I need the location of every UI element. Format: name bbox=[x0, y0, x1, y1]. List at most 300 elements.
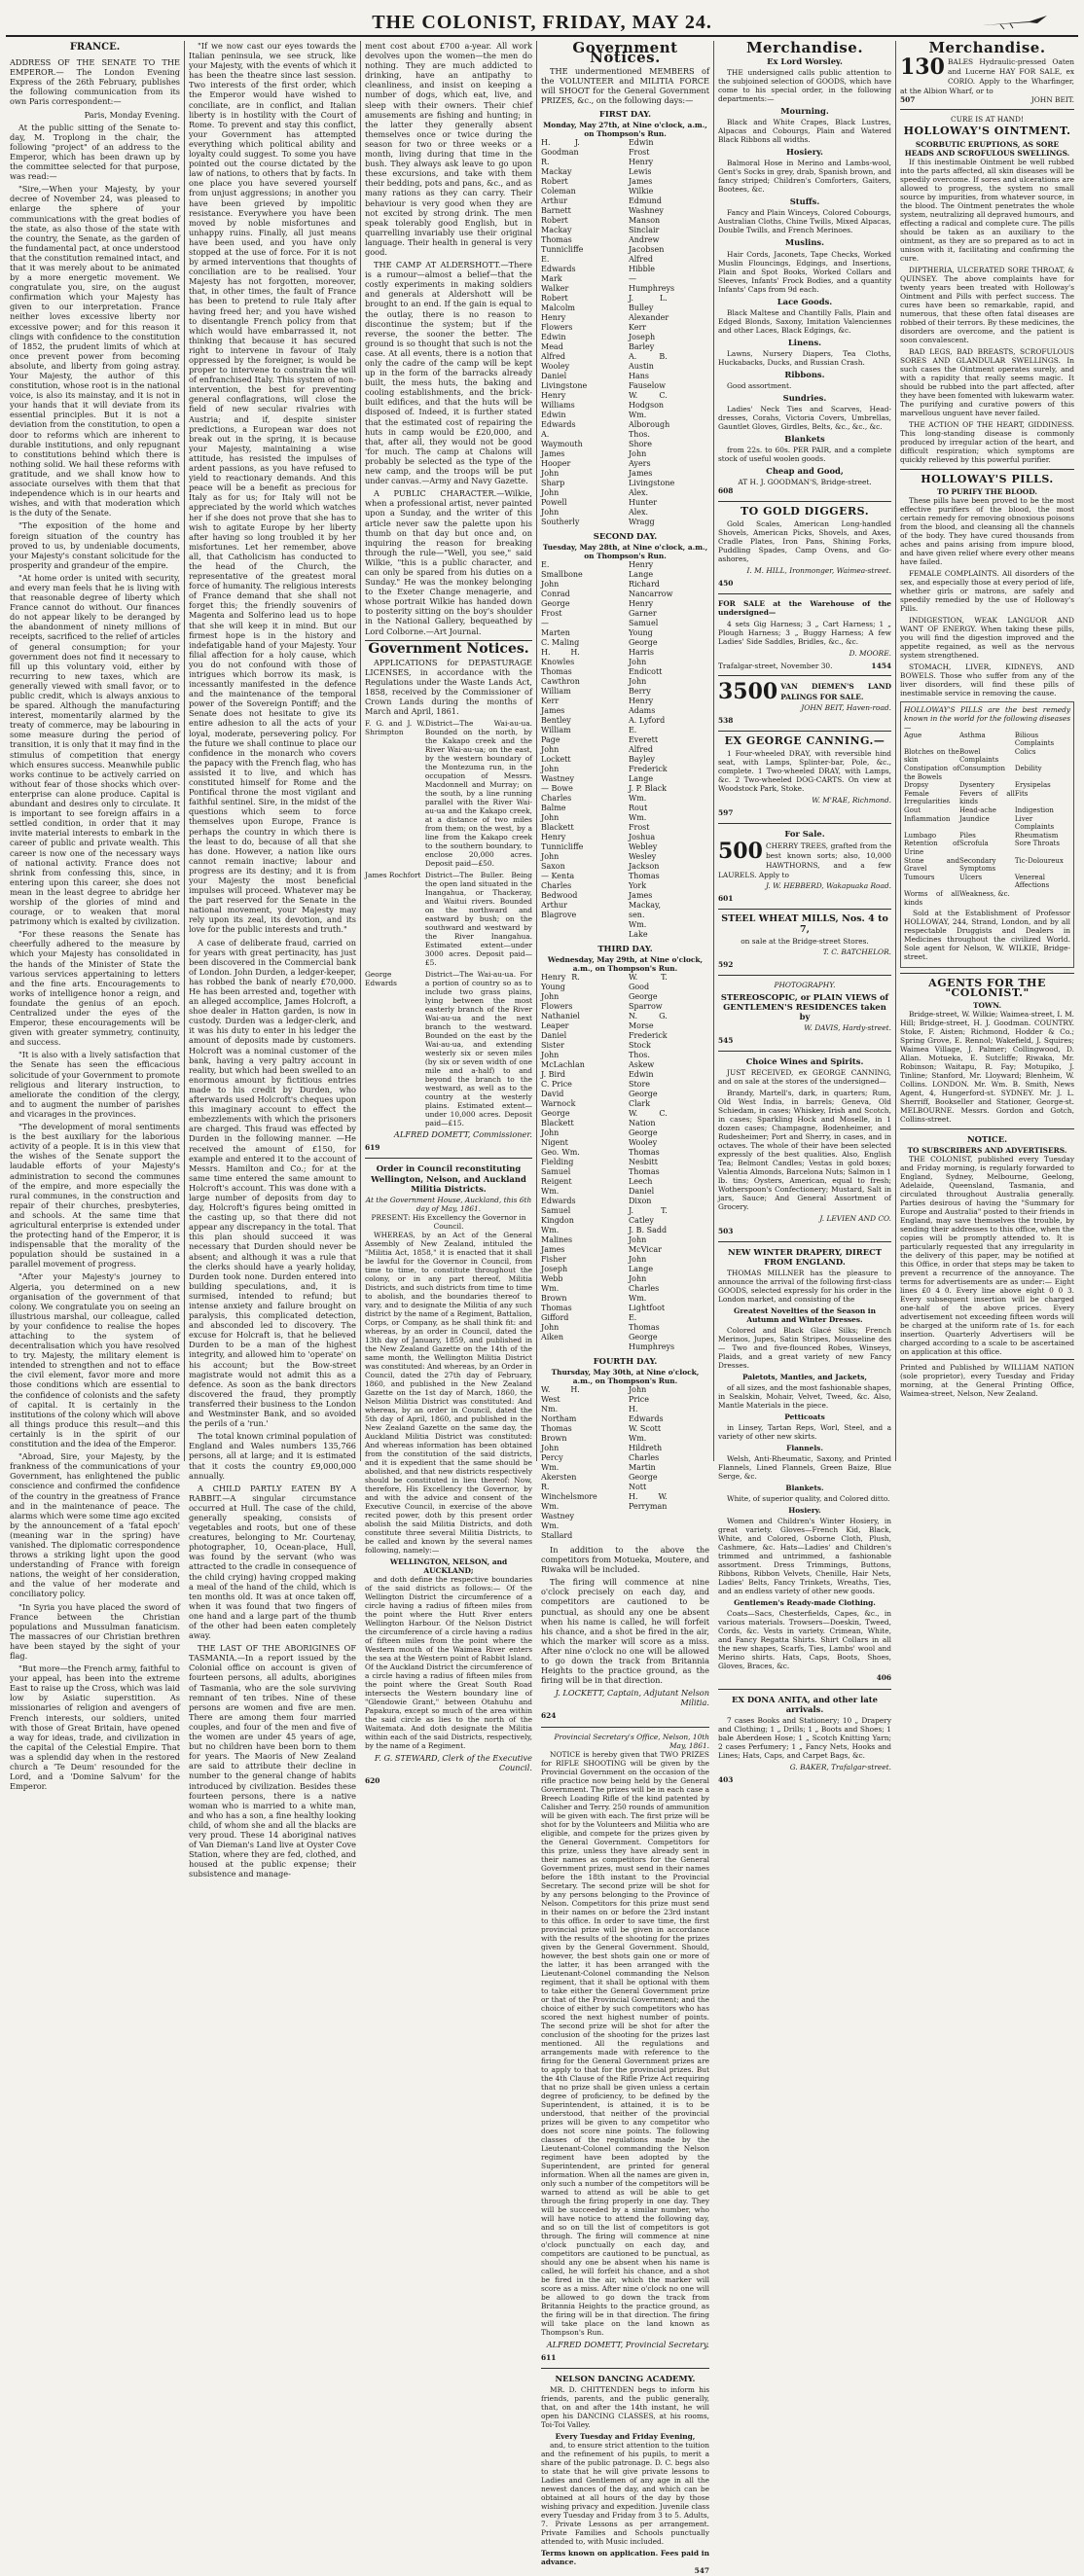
disease-item: Indigestion bbox=[1014, 806, 1054, 814]
office-dateline: Provincial Secretary's Office, Nelson, 10th May, 1861. bbox=[554, 1732, 709, 1750]
day-schedule: Monday, May 27th, at Nine o'clock, a.m., on Thompson's Run. bbox=[543, 120, 707, 138]
competitor-name: Thomas Brown bbox=[541, 1423, 572, 1443]
disease-item: Scrofula bbox=[958, 840, 989, 848]
ad-text: If this inestimable Ointment be well rubbed into the parts affected, all skin diseases will be speedily overcome. If sores and ulcerations are allowed to progress, the system no small source by impurities, from whatever source, in the blood. The Ointment penetrates the whole system, neutralizing all depraved humours, and effecting a radical and complete cure. The pills should be taken as an auxiliary to the ointment, as they are so prepared as to act in unison with it, facilitating and confirming the cure. bbox=[900, 157, 1074, 263]
ad-heading-agents: AGENTS FOR THE "COLONIST." bbox=[928, 977, 1046, 1000]
ad-subheading: SCORBUTIC ERUPTIONS, AS SORE HEADS AND SCROFULOUS SWELLINGS. bbox=[904, 139, 1070, 158]
competitor-name: — Humphreys bbox=[628, 273, 675, 293]
ad-number: 545 bbox=[718, 1036, 734, 1045]
diseases-list-box bbox=[900, 701, 1074, 968]
competitor-name: Henry Lange bbox=[628, 559, 654, 579]
divider bbox=[718, 501, 891, 502]
competitor-name: Henry Garner bbox=[628, 598, 657, 618]
day-heading: FOURTH DAY. bbox=[593, 1355, 658, 1366]
competitor-name: J. Bird bbox=[541, 1069, 566, 1079]
competitor-name: John Charles bbox=[628, 1273, 660, 1293]
ad-text: INDIGESTION, WEAK LANGUOR AND WANT OF ENERGY. When taking these pills, you will find the digestion improved and the appetite regained, as well as the nervous system strengthened. bbox=[900, 615, 1074, 660]
competitor-name: Wm. Frost bbox=[628, 812, 650, 832]
competitor-name: Robert Mackay bbox=[541, 215, 572, 234]
competitor-list bbox=[541, 138, 709, 527]
competitor-name: J. P. Black bbox=[628, 783, 668, 793]
ad-text: and, to ensure strict attention to the tuition and the refinement of his pupils, to merit a share of the public patronage. D. C. begs also to state that he will give private lessons to Ladies and Gentlemen of any age in all the newest dances of the day, and which can be obtained at all hours of the day by those wishing privacy and expedition. Juvenile class every Tuesday and Friday from 3 to 5. Adults, 7. Private Lessons as per arrangement. Private Families and Schools punctually attended to, with Music included. bbox=[541, 2440, 709, 2546]
competitor-column bbox=[541, 138, 622, 527]
article-paragraph: "It is also with a lively satisfaction that the Senate has seen the efficacious solicitude of your Government to promote religious and literary instruction, to ameliorate the condition of the clergy, and to augment the number of parishes and vicarages in the provinces. bbox=[10, 1050, 180, 1119]
applicant-name: James Rochfort bbox=[365, 871, 421, 880]
category-heading: Mourning. bbox=[780, 106, 829, 117]
ad-heading-gold-diggers: TO GOLD DIGGERS. bbox=[740, 505, 870, 519]
competitor-name: John Price bbox=[628, 1384, 649, 1404]
category-heading: Hosiery. bbox=[786, 147, 823, 158]
divider bbox=[365, 1158, 532, 1159]
disease-item: Dropsy bbox=[904, 781, 929, 790]
competitor-column bbox=[541, 973, 622, 1352]
ad-cherry-trees bbox=[718, 838, 891, 880]
category-text: Balmoral Hose in Merino and Lambs-wool, Gent's Socks in grey, drab, Spanish brown, and fancy striped; Children's Comforters, Gaiters, Bootees, &c. bbox=[718, 159, 891, 195]
competitor-name: Samuel Reigent bbox=[541, 1166, 572, 1186]
ad-text: Sold at the Establishment of Professor HOLLOWAY, 244, Strand, London, and by all respectable Druggists and Dealers in Medicines throughout the civilized World. Sole agent for Nelson, W. WILKIE, Bridge-street. bbox=[904, 909, 1070, 962]
rifle-prize-notice: NOTICE is hereby given that TWO PRIZES for RIFLE SHOOTING will be given by the Provincial Government on the occasion of the rifle practice now being held by the General Government. The prizes will be in each case a Breech Loading Rifle of the kind patented by Calisher and Terry. 250 rounds of ammunition will be given with each. The first prize will be shot for by the Volunteers and Militia who are eligible, and compete for the prizes given by the General Government. Competitors for this prize, unless they have already sent in their names as competitors for the General Government prizes, must send in their names before the 18th instant to the Provincial Secretary. The second prize will be shot for by any persons belonging to the Province of Nelson. Competitors for this prize must send in their names on or before the 23rd instant to this office. In order to save time, the first provincial prize will be given in accordance with the results of the shooting for the prizes given by the General Government. Should, however, the best shots gain one or more of the latter, it has been arranged with the Lieutenant-Colonel commanding the Nelson regiment, that it shall be optional with them to take either the General Government prize or that of the Provincial Government; and the choice of either by such competitors who has scored the next highest number of points. The second prize will be shot for after the conclusion of the shooting for the prizes last mentioned. All the regulations and arrangements made with reference to the firing for the General Government prizes are to apply to that for the provincial prizes. But the 4th Clause of the Rifle Prize Act requiring that no prize shall be given unless a certain degree of proficiency, to be defined by the Superintendent, is attained, it is to be understood, that neither of the provincial prizes will be given to any competitor who does not score nine points. The following classes of the regulations made by the Lieutenant-Colonel commanding the Nelson regiment have been adopted by the Superintendent, are printed for general information. When all the names are given in, only such a number of the competitors will be warned to attend as will be able to get through the firing properly in one day. They will be succeeded by a similar number, who will have notice to attend the following day, and so on till the list of competitors is got through. The firing will commence at nine o'clock punctually on each day, and competitors are cautioned to be punctual, as should any one be absent when his name is called, he will forfeit his chance, and a shot be fired in the air, which the marker will score as a miss. After nine o'clock no one will be allowed to go down the track from Britannia Heights to the practice ground, as the firing will be in that direction. The firing will take place on the land known as Thompson's Run. bbox=[541, 1749, 709, 2337]
competitor-name: Thomas Gifford bbox=[541, 1303, 572, 1322]
ad-number: 592 bbox=[718, 959, 734, 969]
divider bbox=[718, 909, 891, 910]
ad-text: CHERRY TREES, grafted from the best known sorts; also, 10,000 HAWTHORNS, and a few LAURELS. Apply to bbox=[718, 841, 891, 880]
ad-subheading: TO PURIFY THE BLOOD. bbox=[937, 486, 1037, 496]
competitor-name: A. Lyford bbox=[628, 715, 666, 725]
category-text: White, of superior quality, and Colored ditto. bbox=[727, 1494, 890, 1504]
article-paragraph: At the public sitting of the Senate to-day, M. Troplong in the chair, the following "project" of an address to the Emperor, which has been drawn up by the committee selected for that purpose, was read:— bbox=[10, 122, 180, 182]
competitor-name: Wm. Brown bbox=[541, 1283, 567, 1303]
ad-number: 619 bbox=[365, 1143, 380, 1153]
article-paragraph: ment cost about £700 a-year. All work devolves upon the women—the men do nothing. They are much addicted to drinking, have an antipathy to cleanliness, and insist on keeping a number of dogs, which eat, live, and sleep with their owners. Their chief amusements are fishing and hunting; in the latter they generally absent themselves once or twice during the season for two or three weeks or a month, living during that time in the bush. They always ask leave to go upon these excursions, and take with them their bedding, pots and pans, &c., and as many rations as they can carry. Their behaviour is very good when they are not excited by strong drink. The men speak tolerably good English, but in quarrelling invariably use their original language. Their health in general is very good. bbox=[365, 41, 532, 257]
newspaper-page bbox=[6, 39, 1078, 2575]
ad-number: 403 bbox=[718, 1774, 734, 1784]
ad-big-number: 130 bbox=[900, 54, 945, 81]
disease-item: Sore Throats bbox=[1014, 840, 1060, 848]
ad-subheading: PHOTOGRAPHY. bbox=[774, 980, 836, 989]
category-heading: Linens. bbox=[787, 337, 822, 347]
signature: J. LOCKETT, Captain, Adjutant Nelson Militia. bbox=[555, 1688, 709, 1708]
ad-number: 450 bbox=[718, 579, 734, 589]
competitor-name: George Wooley bbox=[628, 1127, 658, 1147]
divider bbox=[718, 823, 891, 824]
category-text: Black and White Crapes, Black Lustres, Alpacas and Cobourgs, Plain and Watered Black Ribbons all widths. bbox=[718, 118, 891, 145]
disease-item: Ulcers bbox=[958, 873, 983, 881]
competitor-name: Mark Walker bbox=[541, 273, 569, 293]
ad-heading-wines: Choice Wines and Spirits. bbox=[745, 1056, 864, 1067]
ad-big-number: 3500 bbox=[718, 679, 778, 705]
article-paragraph: A PUBLIC CHARACTER.—Wilkie, when a professional artist, never painted upon a Sunday, and the writer of this article never saw the palette upon his thumb on that day but once and, on inquiring the reason for breaking through the rule—"Well, you see," said Wilkie, "this is a public character, and can only be spared from his duties on a Sunday." He was the monkey belonging to the Exeter Change menagerie, and whose portrait Wilkie has handed down to posterity sitting on the boy's shoulder in the National Gallery, bequeathed by Lord Colborne.—Art Journal. bbox=[365, 488, 532, 636]
ad-text: on sale at the Bridge-street Stores. bbox=[741, 936, 869, 946]
divider bbox=[718, 593, 891, 594]
competitor-name: H. J. Goodman bbox=[541, 137, 580, 157]
ad-palings bbox=[718, 679, 891, 705]
ad-text: VAN DIEMEN'S LAND PALINGS FOR SALE. bbox=[780, 682, 891, 701]
applicant-name: F. G. and J. W. Shrimpton bbox=[365, 719, 425, 737]
disease-item: Fits bbox=[1014, 789, 1029, 798]
applicant-details: District—The Wai-au-ua. For a portion of country so as to include two grass plains, lying between the most easterly branch of the River Wai-au-ua and the next branch to the westward. Bounded on the east by the Wai-au-ua, and extending westerly six or seven miles (by six or seven width of one mile and a-half) to and beyond the branch to the westward, as well as to the country at the westerly plains. Estimated extent—under 10,000 acres. Deposit paid—£15. bbox=[424, 970, 532, 1128]
competitor-name: Wesley Jackson bbox=[628, 851, 660, 871]
ad-heading-holloways-pills: HOLLOWAY'S PILLS. bbox=[921, 472, 1054, 485]
disease-item: Dysentery bbox=[958, 781, 995, 790]
competitor-name: David Warnock bbox=[541, 1089, 576, 1108]
signature: W. M'RAE, Richmond. bbox=[812, 795, 891, 805]
ad-subheading: TOWN. bbox=[972, 1001, 1002, 1011]
newspaper-title: THE COLONIST, FRIDAY, MAY 24. bbox=[372, 12, 712, 33]
article-paragraph: A case of deliberate fraud, carried on for years with great pertinacity, has just been discovered in the Commercial bank of London. John Durden, a ledger-keeper, has robbed the bank of nearly £70,000. He has been arrested and, together with an alleged accomplice, James Holcroft, a shoe dealer in Hatton garden, is now in custody. Durden was a ledger-clerk, and it was his duty to enter in his ledger the amount of deposits made by customers. Holcroft was a nominal customer of the bank, having a very paltry account in reality, but which had been swelled to an enormous amount by fictitious entries made to his credit by Durden, who afterwards used Holcroft's cheques upon this imaginary account to effect the embezzlements with which the prisoners are charged. This fraud was effected by Durden in the following manner. —He received the amount of £150, for example and entered it to the account of Messrs. Hamilton and Co.; for at the same time entered the same amount to Holcroft's account. This was done with a large number of deposits from day to day, Holcroft's figures being omitted in the casting up, so that there did not appear any discrepancy in the total. That this plan should succeed it was necessary that Durden should never be absent; and although it was a rule that the clerks should have a yearly holiday, Durden took none. Durden entered into building speculations, and, it is surmised, intended to refund; but intense anxiety and failure brought on paralysis, this complicated detection, and absconded led to discovery. The excuse for Holcraft is, that he believed Durden to be a man of the highest integrity, and allowed him to 'operate' on his account; but the Bow-street magistrate would not admit this as a defence. As soon as the bank directors discovered the fraud, they promptly transferred their business to the London and Westminster Bank, and so avoided the perils of a 'run.' bbox=[189, 937, 356, 1429]
article-heading-france: FRANCE. bbox=[69, 42, 121, 53]
competitor-name: Henry Flowers bbox=[541, 312, 573, 332]
ad-text: THE undersigned calls public attention to the subjoined selection of GOODS, which have come to his special order, in the following departments:— bbox=[718, 68, 891, 104]
divider bbox=[718, 731, 891, 732]
column-6 bbox=[895, 41, 1078, 1461]
ad-footer bbox=[900, 95, 1074, 104]
ad-heading-dancing-academy: NELSON DANCING ACADEMY. bbox=[555, 2373, 696, 2383]
ad-footer bbox=[718, 662, 891, 670]
competitor-name: Wm. Hildreth bbox=[628, 1433, 663, 1452]
category-text: in Linsey, Tartan Reps, Worl, Steel, and a variety of other new skirts. bbox=[718, 1423, 891, 1442]
category-text: from 22s. to 60s. PER PAIR, and a complete stock of useful woolen goods. bbox=[718, 446, 891, 464]
competitor-name: Henry Adams bbox=[628, 696, 656, 715]
competitor-name: R. Mackay bbox=[541, 157, 572, 176]
category-heading: Stuffs. bbox=[789, 197, 820, 207]
category-heading: Blankets. bbox=[785, 1484, 824, 1493]
competitor-name: Wm. Edwards bbox=[541, 1186, 576, 1205]
competitor-name: E. Edwards bbox=[541, 254, 576, 273]
competitor-name: Thomas Leech bbox=[628, 1166, 660, 1186]
disease-item: Debility bbox=[1014, 765, 1042, 773]
competitor-name: George Nott bbox=[628, 1472, 658, 1491]
notice-paragraph: In addition to the above the competitors from Motueka, Moutere, and Riwaka will be included. bbox=[541, 1544, 709, 1575]
disease-item: Weakness, &c. bbox=[958, 889, 1010, 898]
disease-item: Liver Complaints bbox=[1014, 814, 1055, 832]
competitor-list bbox=[541, 560, 709, 940]
ad-number: 608 bbox=[718, 486, 734, 496]
competitor-name: Frederick Stock bbox=[628, 1030, 668, 1050]
competitor-name: Alfred Bayley bbox=[628, 744, 655, 764]
column-3 bbox=[360, 41, 536, 1785]
disease-item: Tic-Doloureux bbox=[1014, 856, 1064, 865]
competitor-name: John Ayers bbox=[628, 448, 651, 468]
article-paragraph: "But more—the French army, faithful to your appeal, has been into the extreme East to raise up the Cross, which was laid low by Asiatic superstition. As missionaries of religion and avengers of French interests, our soldiers, united with those of Great Britain, have opened a way for ideas, trade, and civilization in the capital of the Celestial Empire. That was a splendid day when in the restored church a 'Te Deum' resounded for the Lord, and a 'Domine Salvum' for the Emperor. bbox=[10, 1664, 180, 1792]
competitor-name: Henry Lewis bbox=[628, 157, 654, 176]
printer-imprint: Printed and Published by WILLIAM NATION (sole proprietor), every Tuesday and Friday morning, at the General Printing Office, Waimea-street, Nelson, New Zealand. bbox=[900, 1359, 1074, 1398]
competitor-name: John Conrad bbox=[541, 579, 570, 598]
article-intro: ADDRESS OF THE SENATE TO THE EMPEROR.— The London Evening Express of the 26th February, publishes the following communication from its own Paris correspondent:— bbox=[10, 57, 180, 107]
signature: T. C. BATCHELOR. bbox=[822, 947, 891, 956]
category-heading: Gentlemen's Ready-made Clothing. bbox=[734, 1598, 876, 1608]
masthead bbox=[6, 10, 1078, 37]
ad-bold-line: Every Tuesday and Friday Evening, bbox=[555, 2431, 696, 2441]
order-date: At the Government House, Auckland, this 6th day of May, 1861. bbox=[365, 1195, 532, 1213]
signature: I. M. HILL, Ironmonger, Waimea-street. bbox=[746, 566, 891, 576]
disease-item: Rheumatism bbox=[1014, 831, 1059, 840]
ad-number: 601 bbox=[718, 894, 734, 904]
ad-text: 1 Four-wheeled DRAY, with reversible hind seat, with Lamps, Splinter-bar, Pole, &c., complete. 1 Two-wheeled DRAY, with Lamps, &c. 2 Two-wheeled DOG-CARTS. On view at Woodstock Park, Stoke. bbox=[718, 748, 891, 793]
column-1 bbox=[6, 41, 184, 1792]
competitor-name: W. C. Nation bbox=[628, 1108, 668, 1127]
divider bbox=[541, 1727, 709, 1728]
ad-heading-for-sale: FOR SALE at the Warehouse of the undersigned— bbox=[718, 599, 891, 618]
order-heading: Order in Council reconstituting Wellington, Nelson, and Auckland Militia Districts. bbox=[371, 1163, 526, 1194]
category-heading: Paletots, Mantles, and Jackets, bbox=[742, 1373, 867, 1382]
ad-heading-holloways-ointment: HOLLOWAY'S OINTMENT. bbox=[903, 125, 1071, 138]
ad-text: JUST RECEIVED, ex GEORGE CANNING, and on sale at the stores of the undersigned— bbox=[718, 1068, 891, 1087]
ad-subheading: CURE IS AT HAND! bbox=[951, 115, 1024, 125]
competitor-name: John Endicott bbox=[628, 657, 663, 676]
day-schedule: Thursday, May 30th, at Nine o'clock, a.m., on Thompson's Run. bbox=[551, 1367, 700, 1385]
article-paragraph: THE LAST OF THE ABORIGINES OF TASMANIA.—In a report issued by the Colonial office on account is given of fourteen persons, all adults, aborigines of Tasmania, who are the sole surviving remnant of ten tribes. Nine of these persons are women and five are men. There are among them four married couples, and four of the men and five of the women are under 45 years of age, but no children have been born to them for years. The Maoris of New Zealand are said to attribute their decline in number to the general change of habits introduced by civilization. Besides these fourteen persons, there is a native woman who is married to a white man, and who has a son, a fine healthy looking child, of whom she and all the blacks are very proud. These 14 aboriginal natives of Van Dieman's Land live at Oyster Cove Station, where they are fed, clothed, and housed at the public expense; their subsistence and manage- bbox=[189, 1643, 356, 1879]
signature: G. BAKER, Trafalgar-street. bbox=[789, 1762, 891, 1771]
competitor-name: John McVicar bbox=[628, 1234, 662, 1254]
ad-text: 7 cases Books and Stationery; 10 „ Drapery and Clothing; 1 „ Drills; 1 „ Boots and Shoes; 1 bale Aberdeen Hose; 1 „ Scotch Knitting Yarn; 2 cases Perfumery; 1 „ Fancy Nets, Hooks and Lines; Hats, Caps, and Carpet Bags, &c. bbox=[718, 1715, 891, 1760]
disease-item: Gout bbox=[904, 806, 921, 814]
ad-text: 4 sets Gig Harness; 3 „ Cart Harness; 1 „ Plough Harness; 3 „ Buggy Harness; A few Ladies' Side Saddles, Bridles, &c., &c. bbox=[718, 620, 891, 647]
ad-number: 620 bbox=[365, 1775, 380, 1785]
competitor-name: George Harris bbox=[628, 637, 658, 657]
article-paragraph: "After your Majesty's journey to Algeria, you determined on a new organisation of the government of that colony. We congratulate you on seeing an illustrious marshal, our colleague, called by your confidence to realise the hopes attaching to the system of decentralisation which you have resolved to try. Majesty, the military element is intended to strengthen and not to efface the civil element, favor more and more those conditions which are essential to the confidence of colonists and the safety of capital. It is certainly in the institutions of the colony which will above all things produce this result—and this certainly is in the spirit of our constitution and the idea of the Emperor. bbox=[10, 1271, 180, 1449]
competitor-name: Wm. Alborough bbox=[628, 410, 670, 429]
competitor-name: Henry R. Young bbox=[541, 972, 580, 991]
article-paragraph: "At home order is united with security, and every man feels that he is living with that reasonable degree of liberty which France cannot do without. Our finances do not appear likely to be deranged by the abandonment of ninety millions of receipts, sacrificed to the relief of articles of general consumption; for your government does not find it necessary to fill up this voluntary void, either by recurring to new taxes, which are generally viewed with small favor, or to public credit, which is always anxious to be spared. Although the manufacturing interest, momentarily alarmed by the treaty of commerce, may be labouring in some measure during the period of transition, it is only that it may find in the stimulus of competition that energy which ensures success. Meanwhile public works continue to be actively carried on without fear of those shocks which over-enterprise can alone produce. Capital is abundant and desires only to circulate. It is important to see foreign affairs in a settled condition, in order that it may invite material interests to embark in the career of public and private wealth. This career is now one of the necessary ways of national activity. France does not shrink from confessing this, since, in entering upon this career, she does not mean in the least degree to abridge her worship of the glories of mind and courage, or to weaken that moral patrimony which is exalted by civilization. bbox=[10, 572, 180, 927]
competitor-name: Edwin Edwards bbox=[541, 410, 576, 429]
competitor-name: Henry Williams bbox=[541, 390, 575, 410]
disease-item: Ague bbox=[904, 731, 922, 739]
ad-terms: Terms known on application. Fees paid in advance. bbox=[541, 2548, 709, 2566]
competitor-name: Wm. Stallard bbox=[541, 1521, 573, 1540]
competitor-name: E. Smallbone bbox=[541, 559, 583, 579]
disease-item: Consumption bbox=[958, 765, 1006, 773]
competitor-name: Wm. Lightfoot bbox=[628, 1293, 666, 1312]
disease-item: Stone and Gravel bbox=[904, 856, 959, 874]
competitor-name: Arthur Blagrove bbox=[541, 900, 577, 919]
category-heading: Lace Goods. bbox=[777, 296, 833, 306]
divider bbox=[718, 1689, 891, 1690]
article-paragraph: "If we now cast our eyes towards the Italian peninsula, we see struck, like your Majesty, with the events of which it has been the theatre since last session. Two interests of the first order, which the Emperor would have wished to conciliate, are in conflict, and Italian liberty is in hostility with the Court of Rome. To prevent and stay this conflict, your Government has attempted everything which political ability and loyalty could suggest. To some you have pointed out the course dictated by the law of nations, to others that by facts. In one place you have severed yourself from unjust aggressions; in another you have been grieved by impolitic resistance. Everywhere you have been moved by noble misfortunes and unhappy ruins. Finally, all just means have been used, and you have only stopped at the use of force. For it is not by armed interventions that thoughts of conciliation are to be realised. Your Majesty has not forgotten, moreover, that, in other times, the fault of France has been to pretend to rule Italy after having freed her; and you have wished to disentangle French policy from that which would have embarrassed it, not thinking that because it has secured right to intervene in favour of Italy oppressed by the foreigner, is would be proper to intervene to constrain the will of enfranchised Italy. This system of non-intervention, the best for preventing general conflagrations, will close the field of new secular rivalries with Austria; and if, despite sinister predictions, a European war does not break out in the spring, it is because your Majesty, maintaining a wise attitude, has resisted the impulses of ardent passions, as you have refused to yield to reactionary demands. And this peace will be a benefit as precious for Italy as for us; for Italy will not be appreciated by the world which watches her if she does not prove that she has to wish to agitate Europe by her liberty after having so long troubled it by her misfortunes. Let her remember, above all, that Catholicism has conducted to the head of the Church, the representative of the greatest moral force of humanity. The religious interests of France demand that she shall not forget this; the friendly souvenirs of Magenta and Solferino lead us to hope that she will keep it in mind. But our firmest hope is in the history and indefatigable hand of your Majesty. Your filial affection for a holy cause, which you do not confound with those of intrigues which borrow its mask, is incessantly manifested in the defence and the maintenance of the temporal power of the Sovereign Pontiff; and the Senate does not hesitate to give its entire adhesion to all the acts of your loyal, moderate, persevering policy. For the future we shall continue to place our confidence in the monarch who covers the papacy with the French flag, who has assisted it to live, and which has constituted himself for Rome and the Pontifical throne the most vigilant and faithful sentinel. Sire, in the midst of the questions which seem to force themselves upon Europe, France is perhaps the country in which there is the least to do, because of all that she has done. However, a nation like ours cannot remain inactive; labour and progress are its destiny; and it is from your Majesty the most beneficial impulses will proceed. Whatever may be the part reserved for the Senate in the national movement, your Majesty may rely upon its zeal, its devotion, and its love for the public interests and truth." bbox=[189, 41, 357, 935]
category-text: Black Maltese and Chantilly Falls, Plain and Edged Blonds, Saxony, Imitation Valenciennes and other Laces, Black Edgings, &c. bbox=[718, 307, 891, 335]
competitor-name: John Flowers bbox=[541, 991, 573, 1011]
day-schedule: Tuesday, May 28th, at Nine o'clock, a.m., on Thompson's Run. bbox=[542, 542, 708, 560]
category-heading: Hosiery. bbox=[788, 1506, 821, 1516]
category-heading: Petticoats bbox=[784, 1413, 825, 1422]
section-heading-merchandise: Merchandise. bbox=[928, 39, 1046, 56]
ad-text: MR. D. CHITTENDEN begs to inform his friends, parents, and the public generally, that, on and after the 14th instant, he will open his DANCING CLASSES, at his rooms, Toi-Toi Valley. bbox=[541, 2384, 709, 2429]
competitor-name: W. T. Good bbox=[628, 972, 668, 991]
competitor-name: Thomas Nesbitt bbox=[628, 1147, 660, 1166]
competitor-name: H. Edwards bbox=[628, 1404, 664, 1423]
competitor-name: John Blackett bbox=[541, 812, 574, 832]
disease-item: Bowel Complaints bbox=[958, 747, 999, 765]
ad-text: BALES Hydraulic-pressed Oaten and Lucerne HAY FOR SALE, ex CORIO. Apply to the Wharfinger, at the Albion Wharf, or to bbox=[900, 57, 1074, 96]
disease-item: Lumbago bbox=[904, 831, 937, 840]
category-text: Hair Cords, Jaconets, Tape Checks, Worked Muslin Flouncings, Edgings, and Insertions, Plain and Spot Books, Worked Collars and Sleeves, Infants' Frock Bodies, and a quantity Infants' Caps from 9d each. bbox=[718, 249, 891, 294]
competitor-name: Edwin Store bbox=[628, 1069, 654, 1089]
competitor-name: George Frost bbox=[541, 598, 570, 618]
competitor-column bbox=[541, 1385, 622, 1541]
competitor-name: John Sharp bbox=[541, 468, 565, 487]
competitor-name: Alex. Wragg bbox=[628, 507, 655, 526]
ad-text: These pills have been proved to be the most effective purifiers of the blood, the most certain remedy for removing obnoxious poisons from the blood, and cleansing all the channels of the body. They have cured thousands from aches and pains arising from impure blood, and have given relief where every other means have failed. bbox=[900, 495, 1074, 566]
divider bbox=[718, 1241, 891, 1242]
competitor-name: W. C. Hodgson bbox=[628, 390, 668, 410]
applicant-details: District—The Wai-au-ua. Bounded on the north, by the Kakapo creek and the River Wai-au-ua; on the east, by the western boundary of the Montezuma run, in the occupation of Messrs. Macdonnell and Murray; on the south, by a line running parallel with the River Wai-au-ua and the Kakapo creek, at a distance of two miles from them; on the west, by a line from the Kakapo creek to the southern boundary, to enclose 20,000 acres. Deposit paid—£50. bbox=[424, 719, 532, 869]
competitor-name: Geo. Wm. Fielding bbox=[541, 1147, 580, 1166]
divider bbox=[718, 675, 891, 676]
competitor-name: Thomas York bbox=[628, 871, 660, 890]
article-paragraph: "The exposition of the home and foreign situation of the country has proved to us, by undeniable documents, your Majesty's constant solicitude for the prosperity and grandeur of the empire. bbox=[10, 520, 180, 570]
disease-item: Jaundice bbox=[958, 814, 990, 823]
competitor-list bbox=[541, 1385, 709, 1541]
competitor-name: James Livingstone bbox=[628, 468, 675, 487]
divider bbox=[900, 109, 1074, 110]
category-text: Welsh, Anti-Rheumatic, Saxony, and Printed Flannels, Lined Flannels, Green Baize, Blue Serge, &c. bbox=[718, 1454, 891, 1482]
competitor-name: Thomas Cawthron bbox=[541, 666, 580, 686]
category-text: Coats—Sacs, Chesterfields, Capes, &c., in various materials. Trowsers—Doeskin, Tweed, Cords, &c. Vests in variety. Crimean, White, and Fancy Regatta Shirts. Shirt Collars in all the new shapes, Scarfs, Ties, Lambs' wool and Merino shirts. Hats, Caps, Boots, Shoes, Gloves, Braces, &c. bbox=[718, 1609, 891, 1671]
competitor-name: — Bowe bbox=[541, 783, 573, 793]
day-heading: SECOND DAY. bbox=[593, 530, 658, 541]
divider bbox=[900, 973, 1074, 974]
competitor-name: Hans Fauselow bbox=[628, 371, 666, 390]
competitor-name: C. Price bbox=[541, 1079, 572, 1089]
ad-text: DIPTHERIA, ULCERATED SORE THROAT, & QUINSEY. The above complaints have for twenty years been treated with Holloway's Ointment and Pills with perfect success. The cures have been so remarkable, rapid, and numerous, that these often fatal diseases are robbed of their terrors. By these medicines, the disorders are overcome, and the patient is soon convalescent. bbox=[900, 265, 1074, 344]
competitor-name: Wm. Wastney bbox=[541, 1501, 575, 1521]
depasturage-entry bbox=[365, 719, 532, 868]
competitor-name: Thos. Askew bbox=[628, 1050, 655, 1069]
competitor-name: Arthur Barnett bbox=[541, 196, 571, 215]
divider bbox=[541, 2368, 709, 2369]
disease-item: Asthma bbox=[958, 731, 986, 739]
competitor-name: George Sparrow bbox=[628, 991, 663, 1011]
competitor-name: A. B. Austin bbox=[628, 351, 668, 371]
district-names: WELLINGTON, NELSON, and AUCKLAND; bbox=[389, 1556, 508, 1575]
competitor-name: Robert Coleman bbox=[541, 176, 576, 196]
article-paragraph: "Sire,—When your Majesty, by your decree of November 24, was pleased to enlarge the sphere of your communications with the great bodies of the state, as also those of the state with the country, the Senate, as the garden of the fundamental pact, at once understood that the constitution remained intact, and that it was merely about to be animated by a more energetic movement. We congratulate you, sire, on the august confirmation which your Majesty has given to our interpretation. France neither loves excessive liberty nor excessive power; and for this reason it clings with confidence to the constitution of 1852, the prudent limits of which at once prevent power from becoming absolute, and liberty from going astray. Your Majesty, the author of this constitution, whose root is in the national voice, is also its mainstay, and it is not in your hands that it will deviate from its essential principles. But it is not a deviation from the constitution, to open a door to reforms which are inherent to durable institutions, and only repugnant to constitutions behind which there is nothing solid. We hail these reforms with gratitude, and we shall know how to associate ourselves with them that that independence which is in our hearts and wishes, and with that moderation which is the duty of the Senate. bbox=[10, 184, 180, 519]
competitor-name: James Hooper bbox=[541, 448, 571, 468]
ad-bold-line: Greatest Novelties of the Season in Autumn and Winter Dresses. bbox=[734, 1306, 876, 1325]
disease-item: Erysipelas bbox=[1014, 781, 1051, 790]
competitor-name: John Saxon bbox=[541, 851, 565, 871]
ad-text: THE ACTION OF THE HEART, GIDDINESS. This long-standing disease is commonly produced by irregular action of the heart, and difficult respiration; which symptoms are quickly relieved by this powerful purifier. bbox=[900, 419, 1074, 464]
dateline: Paris, Monday Evening. bbox=[84, 109, 180, 120]
applicant-details: District—The Buller. Being the open land situated in the Inangahua, or Thackeray, and Waitui rivers. Bounded on the northward and eastward by bush; on the southward and westward by the River Inangahua. Estimated extent—under 3000 acres. Deposit paid—£5. bbox=[424, 871, 532, 968]
ad-hay-bales bbox=[900, 56, 1074, 95]
ad-text: Brandy, Martell's, dark, in quarters; Rum, Old West India, in barrels; Geneva, Old Schiedam, in cases; Whiskey, Irish and Scotch, in cases; Sparkling Hock and Moselle, in 1 dozen cases; Champagne, Bodenheimer, and Rudesheimer; Port and Sherry, in cases, and in octaves. The whole of their have been selected expressly of the best qualities. Also, English Tea; Belmont Candles; Vestas in gold boxes; Valentia Almonds, Barcelona Nuts; Salmon in 1 lb. tins; Oysters, American, equal to fresh; Wotherspoon's Confectionery; Mustard, Salt in jars, Sauce; And General Assortment of Grocery. bbox=[718, 1089, 891, 1212]
competitor-name: Wm. Malines bbox=[541, 1225, 573, 1244]
disease-item: Constipation of the Bowels bbox=[904, 765, 959, 781]
disease-item: Female Irregularities bbox=[904, 789, 951, 806]
ad-bold-line: Cheap and Good, bbox=[766, 466, 844, 477]
diseases-grid bbox=[904, 732, 1070, 907]
competitor-name: Charles Bedwood bbox=[541, 880, 578, 900]
competitor-name: Frederick Lange bbox=[628, 764, 668, 783]
notice-subheading: TO SUBSCRIBERS AND ADVERTISERS. bbox=[907, 1146, 1067, 1156]
competitor-name: George Clark bbox=[628, 1089, 658, 1108]
competitor-name: Manson Sinclair bbox=[628, 215, 661, 234]
section-heading-government-notices: Government Notices. bbox=[572, 39, 678, 67]
divider bbox=[900, 1128, 1074, 1129]
competitor-name: J. B. Sadd bbox=[628, 1225, 668, 1234]
competitor-name: James Wilkie bbox=[628, 176, 654, 196]
category-heading: Muslins. bbox=[784, 237, 825, 248]
competitor-name: A. Waymouth bbox=[541, 429, 583, 448]
ad-heading-dona-anita: EX DONA ANITA, and other late arrivals. bbox=[732, 1694, 878, 1714]
article-paragraph: THE CAMP AT ALDERSHOTT.—There is a rumour—almost a belief—that the costly experiments in making soldiers and generals at Aldershott will be brought to an end. If the gain is equal to the outlay, there is no reason to discontinue the system; but if the reverse, the sooner the better. The ground is so thought that such is not the case. At all events, there is a notion that only the cadre of the camp will be kept up in the form of the barracks already built, the mess huts, the baking and cooling establishments, and the brick-built edifices, and that the huts will be disposed of. Indeed, it is further stated that the estimated cost of repairing the huts in camp would be £20,000, and that, after all, they would not be good 'for much. The camp at Chalons will probably be selected as the type of the new camp, and the troops will be put under canvas.—Army and Navy Gazette. bbox=[365, 260, 532, 486]
ad-heading-steel-mills: STEEL WHEAT MILLS, Nos. 4 to 7, bbox=[721, 913, 888, 935]
competitor-name: John McLachlan bbox=[541, 1050, 585, 1069]
disease-item: Retention of Urine bbox=[904, 840, 959, 856]
competitor-name: Nathaniel Leaper bbox=[541, 1011, 580, 1030]
category-heading: Ribbons. bbox=[784, 369, 825, 379]
ad-heading-drapery: NEW WINTER DRAPERY, DIRECT FROM ENGLAND. bbox=[727, 1247, 883, 1268]
category-text: Good assortment. bbox=[727, 380, 792, 390]
signature: W. DAVIS, Hardy-street. bbox=[804, 1023, 891, 1032]
competitor-name: Alfred Wooley bbox=[541, 351, 570, 371]
competitor-name: John Lockett bbox=[541, 744, 571, 764]
ad-number: 406 bbox=[876, 1673, 891, 1683]
day-heading: FIRST DAY. bbox=[598, 108, 652, 119]
ad-text: THOMAS MILLNER has the pleasure to announce the arrival of the following first-class GOODS, selected expressly for his order in the London market, and consisting of the bbox=[718, 1269, 891, 1305]
competitor-name: Thomas Tunnicliffe bbox=[541, 234, 584, 254]
ad-date: Trafalgar-street, November 30. bbox=[718, 662, 833, 671]
order-text: WHEREAS, by an Act of the General Assembly of New Zealand, intituled the "Militia Act, 1858," it is enacted that it shall be lawful for the Governor in Council, from time to time, to constitute throughout the colony, or in any part thereof, Militia Districts, and such districts from time to time to abolish, and the boundaries thereof to vary, and to designate the Militia of any such district by the name of a Regiment, Battalion, Corps, or Company, as he shall think fit: and whereas, by an order in Council, dated the 13th day of January, 1859, and published in the New Zealand Gazette on the 14th of the same month, the Wellington Militia District was constituted: And whereas, by an Order in Council, dated the 27th day of February, 1860, and published in the New Zealand Gazette on the 1st day of March, 1860, the Nelson Militia District was constituted: And whereas, by an order in Council, dated the 5th day of April, 1860, and published in the New Zealand Gazette on the same day, the Auckland Militia District was constituted: And whereas information has been obtained from the constitution of the said districts, and it is expedient that the same should be abolished, and that new districts respectively should be constituted in lieu thereof: Now, therefore, His Excellency the Governor, by and with the advice and consent of the Executive Council, in exercise of the above recited power, doth by this present order abolish the said Militia Districts, and doth constitute three several Militia Districts, to be called and known by the several names following, namely:— bbox=[365, 1230, 532, 1555]
disease-item: Head-ache bbox=[958, 806, 996, 814]
column-5 bbox=[713, 39, 895, 1784]
disease-item: Tumours bbox=[904, 873, 935, 881]
competitor-name: Joseph Webb bbox=[541, 1264, 568, 1283]
competitor-name: R. Winchelsmore bbox=[541, 1482, 597, 1501]
competitor-column bbox=[629, 973, 709, 1352]
disease-item: Colics bbox=[1014, 747, 1036, 756]
ad-number: 611 bbox=[541, 2352, 557, 2362]
signature: JOHN BEIT, Haven-road. bbox=[801, 702, 891, 712]
competitor-name: E. Thomas bbox=[628, 1312, 660, 1332]
competitor-name: John Lange bbox=[628, 1254, 654, 1273]
competitor-name: H. H. Knowles bbox=[541, 647, 580, 666]
article-paragraph: A CHILD PARTLY EATEN BY A RABBIT.—A singular circumstance occurred at Hull. The case of the child, generally speaking, consists of vegetables and roots, but one of these creatures, belonging to Mr. Courtenay, photographer, 10, Ocean-place, Hull, was found by the servant (who was attracted to the cradle in consequence of the child crying) having cropped making a meal of the hand of the child, which is ten months old. It was at once taken off, when it was found that two fingers of one hand and a large part of the thumb of the other had been eaten completely away. bbox=[189, 1483, 356, 1641]
category-text: Ladies' Neck Ties and Scarves, Head-dresses, Corahs, Victoria Covers, Umbrellas, Gauntlet Gloves, Girdles, Belts, &c., &c., &c. bbox=[718, 404, 891, 431]
ad-signature: AT H. J. GOODMAN'S, Bridge-street. bbox=[738, 478, 872, 487]
competitor-name: E. Everett bbox=[628, 725, 659, 744]
disease-item: Blotches on the skin bbox=[904, 747, 959, 765]
competitor-name: George Blackett bbox=[541, 1108, 574, 1127]
disease-item: Inflammation bbox=[904, 814, 951, 823]
competitor-column bbox=[629, 138, 709, 527]
article-paragraph: "In Syria you have placed the sword of France between the Christian populations and Mussulman fanaticism. The massacres of our Christian brethren have been stayed by the sight of your flag. bbox=[10, 1601, 180, 1661]
competitor-name: Robert Malcolm bbox=[541, 293, 575, 312]
competitor-name: W. H. West bbox=[541, 1384, 580, 1404]
competitor-name: John Wastney bbox=[541, 764, 575, 783]
ad-number: 624 bbox=[541, 1711, 557, 1721]
competitor-name: John Southerly bbox=[541, 507, 580, 526]
diseases-list-heading: HOLLOWAY'S PILLS are the best remedy known in the world for the following diseases— bbox=[904, 704, 1070, 732]
ad-number: 547 bbox=[694, 2565, 709, 2575]
competitor-name: John Percy bbox=[541, 1443, 563, 1462]
order-boundaries: and doth define the respective boundaries of the said districts as follows:— Of the Wellington District the circumference of a circle having a radius of fifteen miles from the point where the Hutt River enters Wellington Harbour. Of the Nelson District the circumference of a circle having a radius of fifteen miles from the point where the Western mouth of the Waimea River enters the sea at the Western point of Rabbit Island. Of the Auckland District the circumference of a circle having a radius of fifteen miles from the point where the Great South Road intersects the Western boundary line of "Glendowie Grant," between Otahuhu and Papakura, except so much of the area within the said circle as lies to the north of the Waitemata. And doth designate the Militia within each of the said Districts, respectively, by the name of a Regiment. bbox=[365, 1574, 532, 1750]
competitor-name: Richard Nancarrow bbox=[628, 579, 673, 598]
competitor-name: Thos. Shore bbox=[628, 429, 652, 448]
article-paragraph: "For these reasons the Senate has cheerfully adhered to the measure by which your Majesty has consolidated in the hands of the Minister of State the various services appertaining to letters and the fine arts. Encouragements to works of intelligence honor a reign, and foundate the genius of an epoch. Centralized under the eyes of the Emperor, these encouragements will be given with greater symmetry, continuity, and success. bbox=[10, 929, 180, 1048]
competitor-name: William Page bbox=[541, 725, 571, 744]
section-heading-government-notices: Government Notices. bbox=[365, 640, 532, 654]
competitor-name: John Aiken bbox=[541, 1322, 564, 1342]
ad-number: 597 bbox=[718, 807, 734, 817]
signature: ALFRED DOMETT, Commissioner. bbox=[393, 1129, 532, 1140]
competitor-name: C. Maling bbox=[541, 637, 580, 647]
notice-paragraph: The firing will commence at nine o'clock precisely on each day, and competitors are cautioned to be punctual, as should any one be absent when his name is called, he will forfeit his chance, and a shot be fired in the air, which the marker will score as a miss. After nine o'clock no one will be allowed to go down the track from Britannia Heights to the practice ground, as the firing will be in that direction. bbox=[541, 1577, 709, 1686]
competitor-name: George Humphreys bbox=[628, 1332, 675, 1351]
order-present: PRESENT: His Excellency the Governor in Council. bbox=[371, 1212, 526, 1231]
divider bbox=[900, 469, 1074, 470]
competitor-name: John Powell bbox=[541, 487, 567, 507]
